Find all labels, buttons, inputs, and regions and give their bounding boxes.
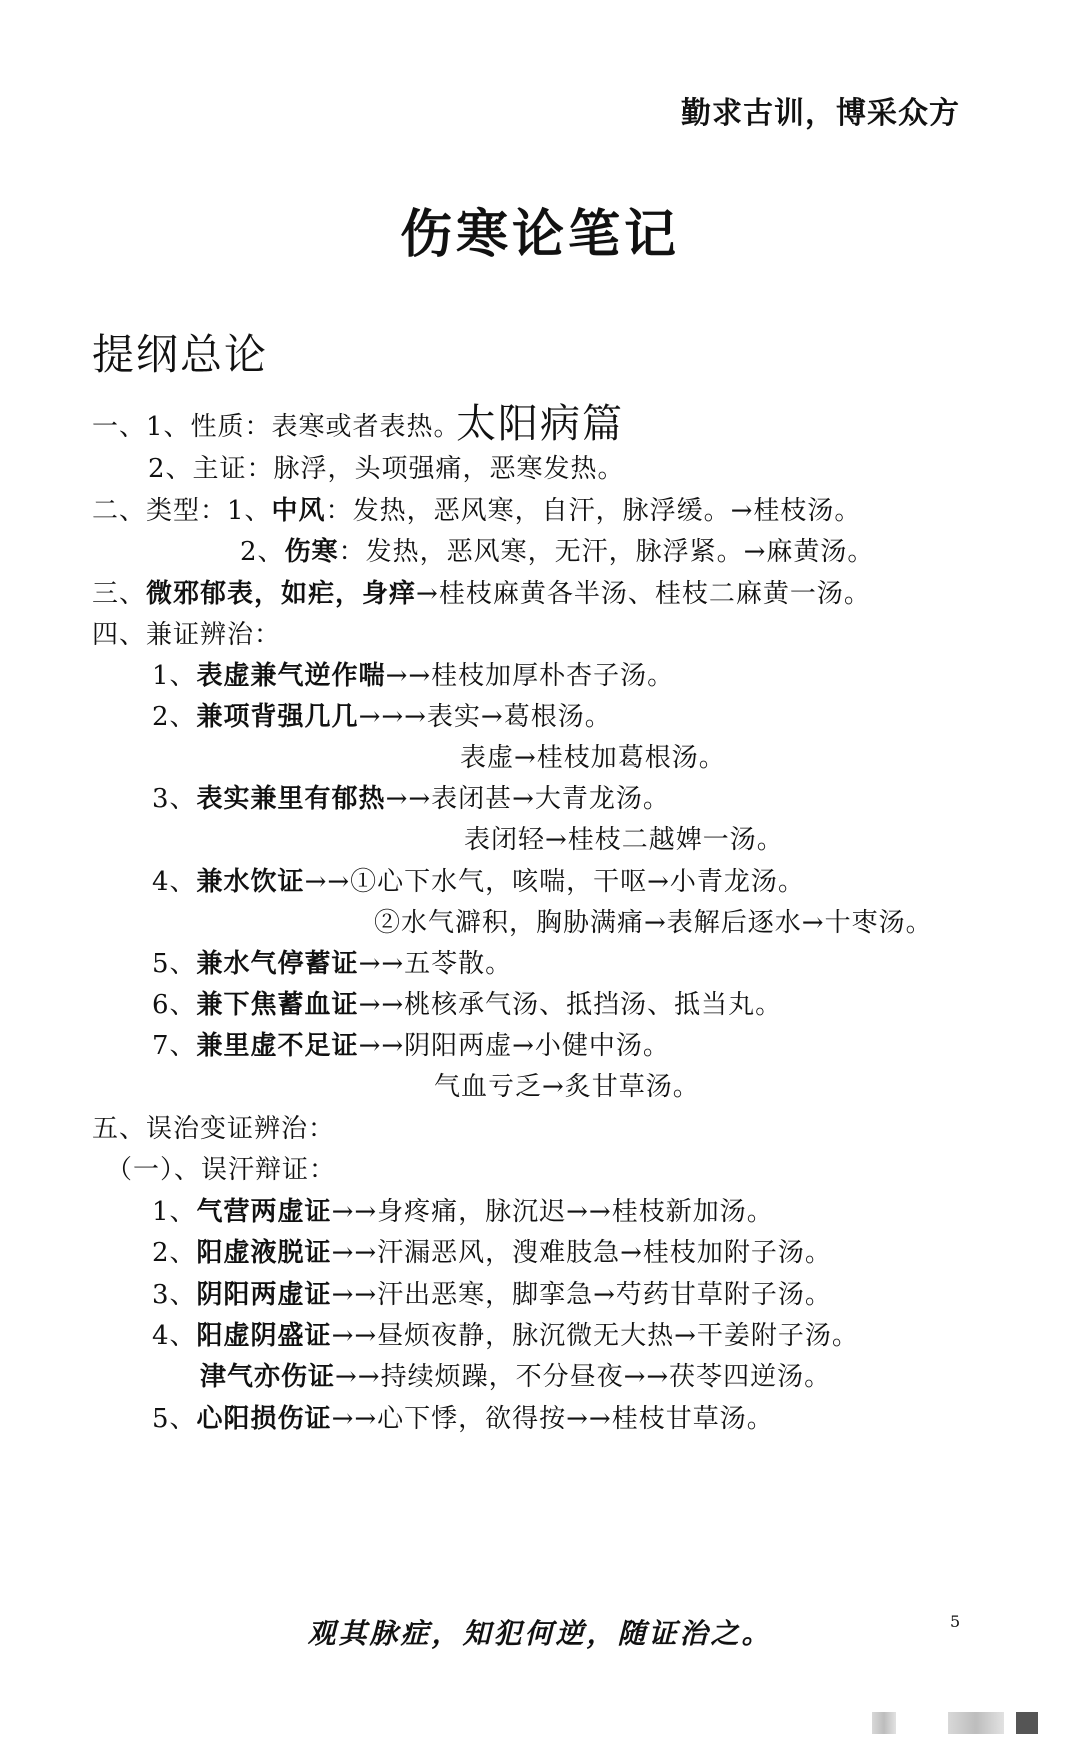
watermark-block bbox=[1016, 1712, 1038, 1734]
note-line: 表闭轻→桂枝二越婢一汤。 bbox=[464, 825, 784, 855]
note-line: 2、伤寒：发热，恶风寒，无汗，脉浮紧。→麻黄汤。 bbox=[240, 537, 875, 567]
note-line: 四、兼证辨治： bbox=[92, 620, 282, 650]
note-line: 5、兼水气停蓄证→→五苓散。 bbox=[152, 949, 513, 979]
note-line: 二、类型：1、中风：发热，恶风寒，自汗，脉浮缓。→桂枝汤。 bbox=[92, 496, 862, 526]
note-line: 3、表实兼里有郁热→→表闭甚→大青龙汤。 bbox=[152, 784, 670, 814]
watermark-block bbox=[872, 1712, 896, 1734]
note-line: 五、误治变证辨治： bbox=[92, 1114, 336, 1144]
note-line: （一）、误汗辩证： bbox=[106, 1155, 337, 1185]
note-line: 2、兼项背强几几→→→表实→葛根汤。 bbox=[152, 702, 612, 732]
note-line: 2、主证：脉浮，头项强痛，恶寒发热。 bbox=[148, 454, 625, 484]
note-line: 1、气营两虚证→→身疼痛，脉沉迟→→桂枝新加汤。 bbox=[152, 1197, 774, 1227]
note-line: 津气亦伤证→→持续烦躁，不分昼夜→→茯苓四逆汤。 bbox=[200, 1362, 832, 1392]
note-line: 5、心阳损伤证→→心下悸，欲得按→→桂枝甘草汤。 bbox=[152, 1404, 774, 1434]
note-line: 一、1、性质：表寒或者表热。 bbox=[92, 412, 461, 442]
note-line: 6、兼下焦蓄血证→→桃核承气汤、抵挡汤、抵当丸。 bbox=[152, 990, 783, 1020]
note-line: 3、阴阳两虚证→→汗出恶寒，脚挛急→芍药甘草附子汤。 bbox=[152, 1280, 832, 1310]
note-line: 表虚→桂枝加葛根汤。 bbox=[460, 743, 726, 773]
page-title: 伤寒论笔记 bbox=[399, 204, 680, 265]
note-line: 4、阳虚阴盛证→→昼烦夜静，脉沉微无大热→干姜附子汤。 bbox=[152, 1321, 859, 1351]
section-heading: 提纲总论 bbox=[92, 330, 269, 379]
note-line: ②水气澼积，胸胁满痛→表解后逐水→十枣汤。 bbox=[374, 908, 933, 938]
header-motto: 勤求古训，博采众方 bbox=[681, 96, 960, 131]
footer-quote: 观其脉症，知犯何逆，随证治之。 bbox=[307, 1617, 773, 1650]
note-line: 7、兼里虚不足证→→阴阳两虚→小健中汤。 bbox=[152, 1031, 670, 1061]
watermark-block bbox=[948, 1712, 1004, 1734]
note-line: 三、微邪郁表，如疟，身痒→桂枝麻黄各半汤、桂枝二麻黄一汤。 bbox=[92, 579, 871, 609]
note-line: 1、表虚兼气逆作喘→→桂枝加厚朴杏子汤。 bbox=[152, 661, 675, 691]
page-number: 5 bbox=[950, 1612, 961, 1631]
note-line: 4、兼水饮证→→①心下水气，咳喘，干呕→小青龙汤。 bbox=[152, 867, 805, 897]
chapter-subtitle: 太阳病篇 bbox=[456, 401, 624, 447]
note-line: 气血亏乏→炙甘草汤。 bbox=[434, 1072, 700, 1102]
note-line: 2、阳虚液脱证→→汗漏恶风，溲难肢急→桂枝加附子汤。 bbox=[152, 1238, 832, 1268]
